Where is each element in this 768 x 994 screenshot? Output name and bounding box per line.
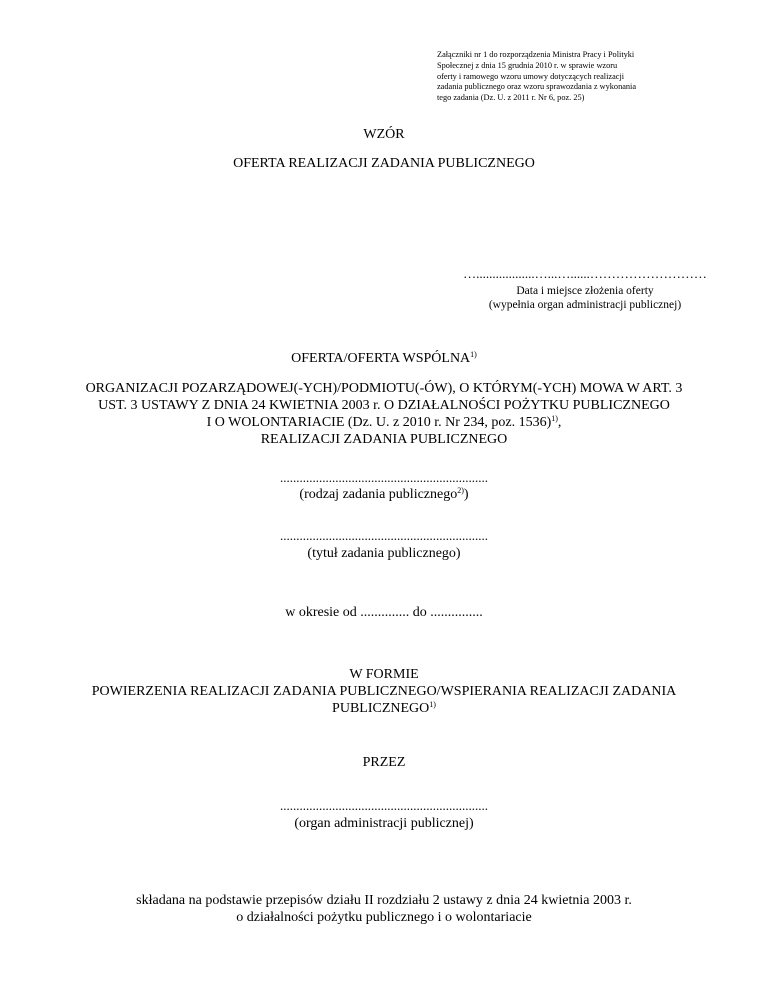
organization-line: REALIZACJI ZADANIA PUBLICZNEGO [260, 432, 508, 447]
authority-label: (organ administracji publicznej) [294, 816, 474, 831]
template-label: WZÓR [363, 127, 405, 142]
date-place-hint: (wypełnia organ administracji publicznej) [488, 299, 682, 311]
task-type-label-text: (rodzaj zadania publicznego [299, 487, 458, 502]
task-type-dotted-field: ................................................................ [280, 470, 488, 485]
by-label: PRZEZ [362, 755, 406, 770]
document-title: OFERTA REALIZACJI ZADANIA PUBLICZNEGO [233, 156, 535, 171]
task-type-label-close: ) [463, 487, 469, 502]
legal-basis-line: o działalności pożytku publicznego i o wolontariacie [236, 910, 532, 925]
footnote-marker: 2) [457, 486, 464, 495]
organization-line: ORGANIZACJI POZARZĄDOWEJ(-YCH)/PODMIOTU(-ÓW), O KTÓRYM(-YCH) MOWA W ART. 3 [85, 381, 683, 396]
regulation-note-line: Społecznej z dnia 15 grudnia 2010 r. w sprawie wzoru [437, 60, 618, 70]
regulation-note [437, 50, 697, 104]
form-block [0, 666, 768, 717]
period-line: w okresie od .............. do ............... [285, 605, 483, 620]
regulation-note-line: oferty i ramowego wzoru umowy dotyczących realizacji [437, 71, 625, 81]
organization-line-tail: , [557, 415, 562, 430]
regulation-note-line: zadania publicznego oraz wzoru sprawozdania z wykonania [437, 82, 637, 92]
authority-dotted-field: ................................................................ [280, 798, 488, 813]
regulation-note-line: tego zadania (Dz. U. z 2011 r. Nr 6, poz. 25) [437, 93, 585, 103]
footnote-marker: 1) [551, 414, 558, 423]
organization-block [0, 380, 768, 448]
footnote-marker: 1) [429, 700, 436, 709]
date-place-block [440, 266, 730, 312]
date-place-dotted-field: …..................…...…......……………………… [463, 266, 707, 281]
form-line: W FORMIE [349, 667, 419, 682]
offer-heading-text: OFERTA/OFERTA WSPÓLNA [291, 351, 471, 366]
organization-line-3 [0, 414, 768, 431]
organization-line-text: I O WOLONTARIACIE (Dz. U. z 2010 r. Nr 234, poz. 1536) [206, 415, 552, 430]
date-place-label: Data i miejsce złożenia oferty [516, 285, 654, 297]
form-line-3 [0, 700, 768, 717]
task-title-dotted-field: ................................................................ [280, 528, 488, 543]
legal-basis [0, 892, 768, 926]
form-line-text: PUBLICZNEGO [332, 701, 430, 716]
task-title-label: (tytuł zadania publicznego) [307, 546, 461, 561]
offer-heading [0, 350, 768, 367]
organization-line: UST. 3 USTAWY Z DNIA 24 KWIETNIA 2003 r. O DZIAŁALNOŚCI POŻYTKU PUBLICZNEGO [98, 398, 670, 413]
legal-basis-line: składana na podstawie przepisów działu II rozdziału 2 ustawy z dnia 24 kwietnia 2003 r. [136, 893, 632, 908]
form-line: POWIERZENIA REALIZACJI ZADANIA PUBLICZNEGO/WSPIERANIA REALIZACJI ZADANIA [91, 684, 677, 699]
task-type-label [0, 486, 768, 503]
footnote-marker: 1) [470, 350, 477, 359]
regulation-note-line: Załączniki nr 1 do rozporządzenia Ministra Pracy i Polityki [437, 50, 635, 59]
